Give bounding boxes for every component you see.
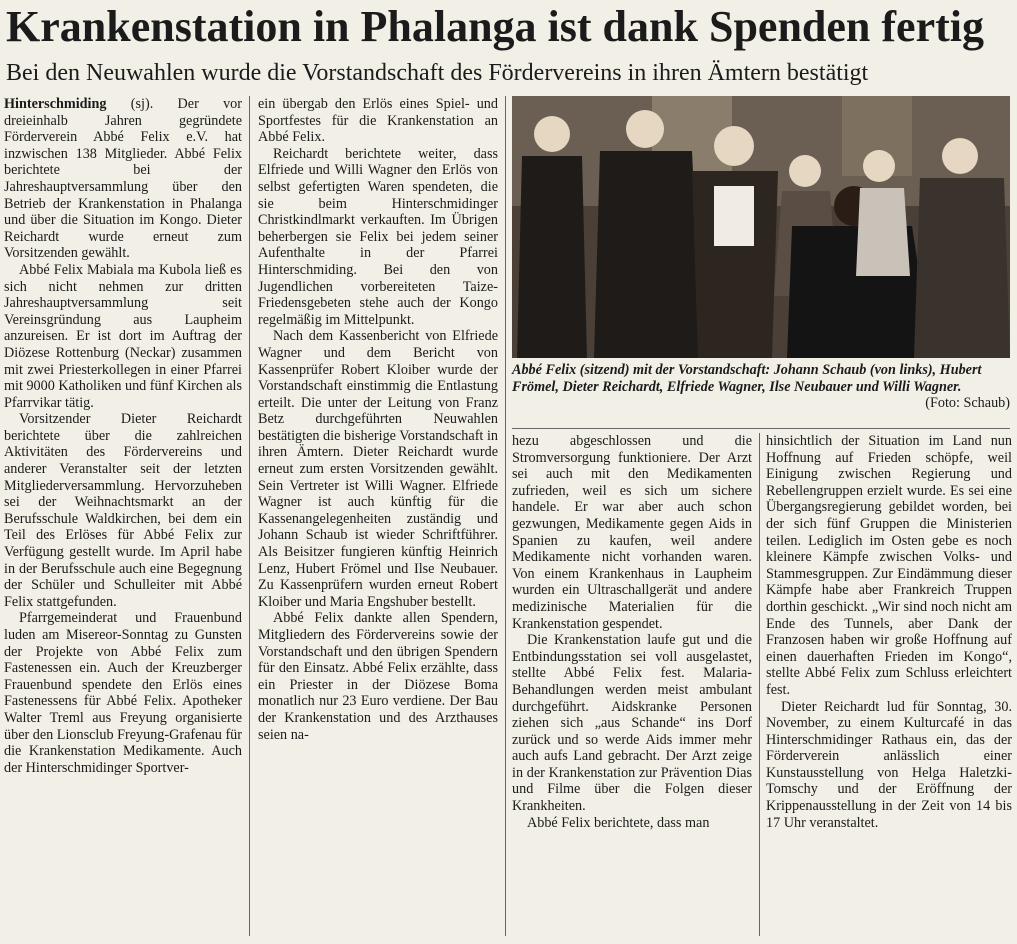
group-photo — [512, 96, 1010, 358]
article-column-3 — [512, 433, 752, 831]
headline: Krankenstation in Phalanga ist dank Spenden fertig — [6, 2, 984, 51]
paragraph: Nach dem Kassenbericht von Elfriede Wagner und dem Bericht von Kassenprüfer Robert Kloiber wurde der Vorstandschaft einstimmig die Entlastung erteilt. Die unter der Leitung von Franz Betz durchgeführten Neuwahlen bestätigten die bisherige Vorstandschaft in ihren Ämtern. Dieter Reichardt wurde erneut zum ersten Vorsitzenden gewählt. Sein Vertreter ist Willi Wagner. Elfriede Wagner ist auch künftig für die Kassenangelegenheiten zuständig und Johann Schaub ist wieder Schriftführer. Als Beisitzer fungieren künftig Heinrich Lenz, Hubert Frömel und Ilse Neubauer. Zu Kassenprüfern wurden erneut Robert Kloiber und Maria Engshuber bestellt. — [258, 328, 498, 610]
article-column-1 — [4, 96, 242, 776]
paragraph: Pfarrgemeinderat und Frauenbund luden am Misereor-Sonntag zu Gunsten der Projekte von Abbé Felix zum Fastenessen ein. Auch der Kreuzberger Frauenbund spendete den Erlös eines Fastenessens für Abbé Felix. Apotheker Walter Treml aus Freyung organisierte über den Lionsclub Freyung-Grafenau für die Krankenstation Medikamente. Auch der Hinterschmidinger Sportver- — [4, 610, 242, 776]
paragraph: Abbé Felix Mabiala ma Kubola ließ es sich nicht nehmen zur dritten Jahreshauptversammlung seit Vereinsgründung aus Laupheim anzureisen. Er ist dort im Auftrag der Diözese Rottenburg (Neckar) zusammen mit zwei Priesterkollegen in einer Pfarrei mit 9000 Katholiken und fünf Kirchen als Pfarrvikar tätig. — [4, 261, 242, 411]
paragraph: Abbé Felix dankte allen Spendern, Mitgliedern des Fördervereins sowie der Vorstandschaft und den übrigen Spendern für den Einsatz. Abbé Felix erzählte, dass ein Priester in der Diözese Boma monatlich nur 23 Euro verdiene. Der Bau der Krankenstation und des Arzthauses seien na- — [258, 610, 498, 743]
paragraph: ein übergab den Erlös eines Spiel- und Sportfestes für die Krankenstation an Abbé Felix. — [258, 96, 498, 146]
paragraph: Dieter Reichardt lud für Sonntag, 30. November, zu einem Kulturcafé in das Hinterschmidinger Rathaus ein, das der Förderverein anlässlich einer Kunstausstellung von Helga Haletzki-Tomschy und der Eröffnung der Krippenausstellung in der Zeit von 14 bis 17 Uhr veranstaltet. — [766, 698, 1012, 831]
paragraph: Die Krankenstation laufe gut und die Entbindungsstation sei voll ausgelastet, stellte Abbé Felix fest. Malaria-Behandlungen werden meist ambulant durchgeführt. Aidskranke Personen ziehen sich „aus Schande“ ins Dorf zurück und so werde Aids immer mehr auch aufs Land gebracht. Der Arzt zeige in der Krankenstation zur Prävention Dias und Filme über die Folgen dieser Krankheiten. — [512, 632, 752, 815]
paragraph: hinsichtlich der Situation im Land nun Hoffnung auf Frieden schöpfe, weil Einigung zwischen Regierung und Rebellengruppen erzielt wurde. Es sei eine Übergangsregierung gebildet worden, bei der sich fünf Gruppen die Ministerien teilen. Lediglich im Osten gebe es noch kleinere Kämpfe zwischen Volks- und Stammesgruppen. Zur Eindämmung dieser Kämpfe habe aber Frankreich Truppen dorthin geschickt. „Wir sind noch nicht am Ende des Tunnels, aber Dank der Franzosen haben wir große Hoffnung auf einen dauerhaften Frieden im Kongo“, stellte Abbé Felix zum Schluss erleichtert fest. — [766, 433, 1012, 698]
column-rule — [759, 433, 760, 936]
paragraph: Vorsitzender Dieter Reichardt berichtete über die zahlreichen Aktivitäten des Fördervereins und anderer Veranstalter seit der letzten Mitgliederversammlung. Hervorzuheben sei der Weihnachtsmarkt an der Berufsschule Waldkirchen, bei dem ein Teil des Erlöses für Abbé Felix zur Verfügung gestellt wurde. Im April habe in der Berufsschule auch eine Begegnung der Schüler und Schulleiter mit Abbé Felix stattgefunden. — [4, 411, 242, 610]
paragraph: hezu abgeschlossen und die Stromversorgung funktioniere. Der Arzt sei auch mit den Medikamenten zufrieden, weil es sich um sichere handele. Er war aber auch schon gezwungen, Medikamente gegen Aids in Spanien zu kaufen, weil andere Medikamente nicht vorhanden waren. Von einem Krankenhaus in Laupheim wurden ein Ultraschallgerät und andere medizinische Materialien für die Krankenstation gespendet. — [512, 433, 752, 632]
dateline: Hinterschmiding — [4, 96, 107, 112]
group-photo-illustration — [512, 96, 1010, 358]
paragraph: (sj). Der vor dreieinhalb Jahren gegründete Förderverein Abbé Felix e.V. hat inzwischen 138 Mitglieder. Abbé Felix berichtete bei der Jahreshauptversammlung über den Betrieb der Krankenstation in Phalanga und über die Situation im Kongo. Dieter Reichardt wurde erneut zum Vorsitzenden gewählt. — [4, 96, 242, 262]
article-column-4 — [766, 433, 1012, 831]
paragraph: Abbé Felix berichtete, dass man — [527, 814, 710, 831]
article-column-2 — [258, 96, 498, 743]
paragraph: Reichardt berichtete weiter, dass Elfriede und Willi Wagner den Erlös von selbst gefertigten Waren spendeten, die sie beim Hinterschmidinger Christkindlmarkt verkauften. Im Übrigen beherbergen sie Felix bei jedem seiner Aufenthalte in der Pfarrei Hinterschmiding. Bei den von Jugendlichen vorbereiteten Taize-Friedensgebeten stehe auch der Kongo regelmäßig im Mittelpunkt. — [258, 145, 498, 328]
column-rule — [505, 96, 506, 936]
photo-credit: (Foto: Schaub) — [925, 395, 1010, 412]
photo-divider — [512, 428, 1010, 429]
column-rule — [249, 96, 250, 936]
caption-text: Abbé Felix (sitzend) mit der Vorstandschaft: Johann Schaub (von links), Hubert Frömel, Dieter Reichardt, Elfriede Wagner, Ilse Neubauer und Willi Wagner. — [512, 362, 982, 395]
subheadline: Bei den Neuwahlen wurde die Vorstandschaft des Fördervereins in ihren Ämtern bestätigt — [6, 60, 869, 86]
photo-caption — [512, 362, 1010, 412]
